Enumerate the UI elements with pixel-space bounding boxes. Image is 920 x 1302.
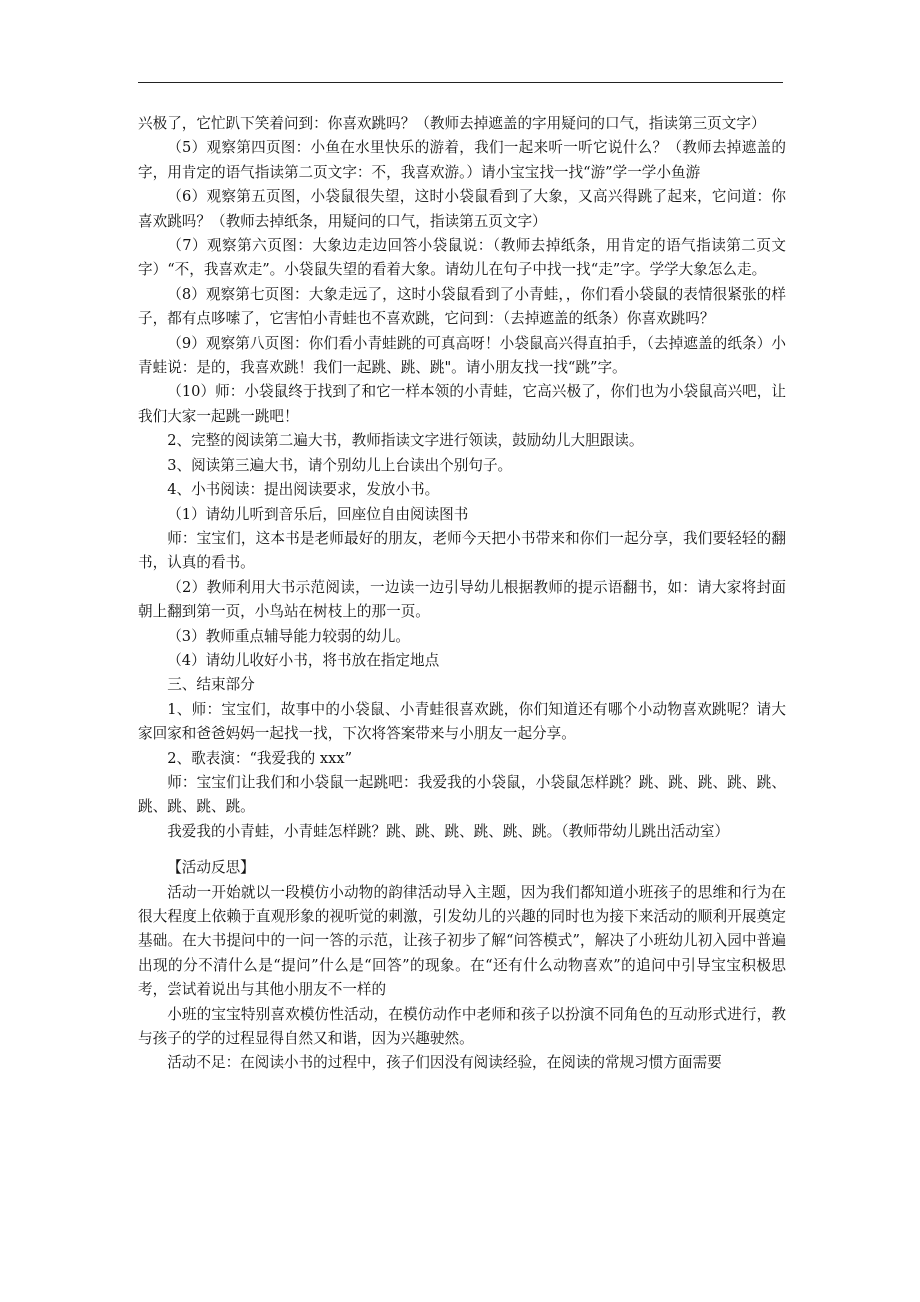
paragraph: 4、小书阅读：提出阅读要求，发放小书。 — [167, 481, 440, 499]
paragraph: （7）观察第六页图：大象边走边回答小袋鼠说：（教师去掉纸条，用肯定的语气指读第二页文字）“不，我喜欢走”。小袋鼠失望的看着大象。请幼儿在句子中找一找“走”字。学学大象怎么走。 — [138, 237, 786, 279]
paragraph: （3）教师重点辅导能力较弱的幼儿。 — [167, 627, 410, 645]
paragraph: 三、结束部分 — [167, 676, 255, 694]
paragraph: 2、完整的阅读第二遍大书，教师指读文字进行领读，鼓励幼儿大胆跟读。 — [167, 432, 644, 450]
paragraph: 2、歌表演：“我爱我的 xxx” — [167, 749, 353, 767]
paragraph: 我爱我的小青蛙，小青蛙怎样跳？跳、跳、跳、跳、跳、跳。（教师带幼儿跳出活动室） — [167, 822, 730, 840]
paragraph: （10）师：小袋鼠终于找到了和它一样本领的小青蛙，它高兴极了，你们也为小袋鼠高兴吧，让我们大家一起跳一跳吧！ — [138, 383, 786, 425]
paragraph: （8）观察第七页图：大象走远了，这时小袋鼠看到了小青蛙，，你们看小袋鼠的表情很紧张的样子，都有点哆嗦了，它害怕小青蛙也不喜欢跳，它问到：（去掉遮盖的纸条）你喜欢跳吗？ — [138, 285, 786, 328]
document-body — [138, 112, 786, 1076]
paragraph: 活动不足：在阅读小书的过程中，孩子们因没有阅读经验，在阅读的常规习惯方面需要 — [167, 1054, 722, 1072]
paragraph: （1）请幼儿听到音乐后，回座位自由阅读图书 — [167, 505, 469, 523]
paragraph: （4）请幼儿收好小书，将书放在指定地点 — [167, 651, 440, 669]
paragraph: 1、师：宝宝们，故事中的小袋鼠、小青蛙很喜欢跳，你们知道还有哪个小动物喜欢跳呢？请大家回家和爸爸妈妈一起找一找，下次将答案带来与小朋友一起分享。 — [138, 700, 786, 743]
paragraph: （2）教师利用大书示范阅读，一边读一边引导幼儿根据教师的提示语翻书，如：请大家将封面朝上翻到第一页，小鸟站在树枝上的那一页。 — [138, 578, 786, 621]
paragraph: （6）观察第五页图，小袋鼠很失望，这时小袋鼠看到了大象，又高兴得跳了起来，它问道：你喜欢跳吗？（教师去掉纸条，用疑问的口气，指读第五页文字） — [138, 188, 786, 230]
paragraph: （9）观察第八页图：你们看小青蛙跳的可真高呀！小袋鼠高兴得直拍手，（去掉遮盖的纸条）小青蛙说：是的，我喜欢跳！我们一起跳、跳、跳"。请小朋友找一找“跳”字。 — [138, 334, 786, 377]
paragraph: 师：宝宝们，这本书是老师最好的朋友，老师今天把小书带来和你们一起分享，我们要轻轻的翻书，认真的看书。 — [138, 529, 786, 572]
section-heading: 【活动反思】 — [167, 859, 255, 877]
paragraph: 活动一开始就以一段模仿小动物的韵律活动导入主题，因为我们都知道小班孩子的思维和行为在很大程度上依赖于直观形象的视听觉的刺激，引发幼儿的兴趣的同时也为接下来活动的顺利开展奠定基础。在大书提问中的一问一答的示范，让孩子初步了解“问答模式”，解决了小班幼儿初入园中普遍出现的分不清什么是“提问”什么是“回答”的现象。在“还有什么动物喜欢”的追问中引导宝宝积极思考，尝试着说出与其他小朋友不一样的 — [138, 883, 786, 999]
paragraph: 3、阅读第三遍大书，请个别幼儿上台读出个别句子。 — [167, 456, 513, 474]
paragraph: （5）观察第四页图：小鱼在水里快乐的游着，我们一起来听一听它说什么？（教师去掉遮盖的字，用肯定的语气指读第二页文字：不，我喜欢游。）请小宝宝找一找“游”学一学小鱼游 — [138, 139, 786, 181]
paragraph: 兴极了，它忙趴下笑着问到：你喜欢跳吗？（教师去掉遮盖的字用疑问的口气，指读第三页文字） — [138, 115, 766, 132]
paragraph: 小班的宝宝特别喜欢模仿性活动，在模仿动作中老师和孩子以扮演不同角色的互动形式进行，教与孩子的学的过程显得自然又和谐，因为兴趣驶然。 — [138, 1005, 786, 1048]
paragraph: 师：宝宝们让我们和小袋鼠一起跳吧：我爱我的小袋鼠，小袋鼠怎样跳？跳、跳、跳、跳、跳、跳、跳、跳、跳。 — [138, 773, 786, 816]
header-rule — [138, 82, 783, 83]
